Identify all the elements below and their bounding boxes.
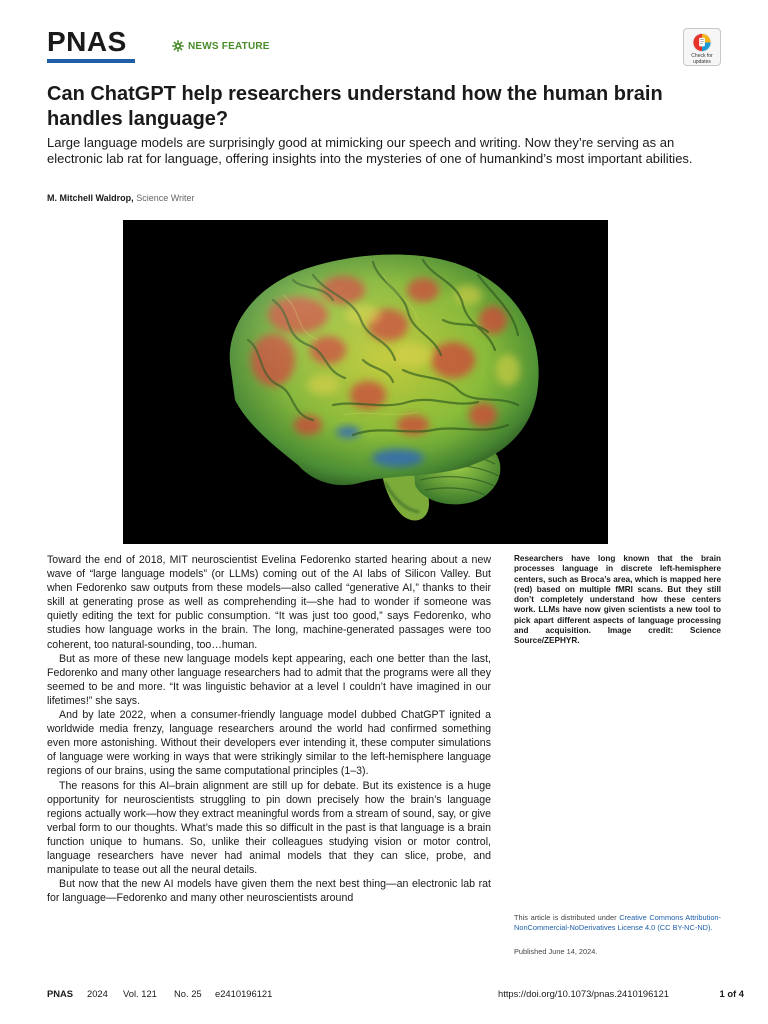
brain-image: [123, 220, 608, 544]
footer-eid: e2410196121: [215, 988, 273, 999]
license-prefix: This article is distributed under: [514, 913, 617, 922]
body-paragraph: And by late 2022, when a consumer-friendly language model dubbed ChatGPT ignited a worldwide media frenzy, language researchers around the world had confirmed something even more astonishing. Without their developers ever intending it, these computer simulations of language were working in ways that were strikingly similar to the left-hemisphere language regions of our brains, using the same computational principles (1–3).: [47, 709, 491, 778]
section-label: [172, 40, 270, 52]
journal-logo-text: PNAS: [47, 26, 127, 57]
byline: [47, 193, 195, 203]
license-note: [514, 913, 721, 932]
body-paragraph: But now that the new AI models have given them the next best thing—an electronic lab rat for language—Fedorenko and many other neuroscientists around: [47, 878, 491, 905]
footer-number: No. 25: [174, 988, 202, 999]
footer-volume: Vol. 121: [123, 988, 157, 999]
article-body: [47, 553, 491, 905]
figure-caption: Researchers have long known that the brain processes language in discrete left-hemisphere centers, such as Broca’s area, which is mapped here (red) based on multiple fMRI scans. But they still don’t completely understand how these centers work. LLMs have now given scientists a new tool to pick apart different aspects of language processing and acquisition. Image credit: Science Source/ZEPHYR.: [514, 554, 721, 646]
license-link[interactable]: Creative Commons Attribution-NonCommercial-NoDerivatives License 4.0 (CC BY-NC-ND).: [514, 913, 721, 932]
section-label-text: NEWS FEATURE: [188, 40, 270, 52]
author-name[interactable]: M. Mitchell Waldrop,: [47, 193, 134, 203]
body-paragraph: The reasons for this AI–brain alignment are still up for debate. But its existence is a huge opportunity for neuroscientists struggling to pin down precisely how the brain’s language regions actually work—how they extract meaningful words from a stream of sound, say, or give verbal form to our thoughts. What’s made this so difficult in the past is that language is a brain function unique to humans. So, unlike their colleagues studying vision or motor control, language researchers have never had animal models that they can slice, probe, and manipulate to tease out all the neural details.: [47, 779, 491, 877]
article-title: Can ChatGPT help researchers understand how the human brain handles language?: [47, 83, 663, 130]
page-number: 1 of 4: [719, 988, 744, 999]
check-updates-icon: [691, 32, 713, 53]
body-paragraph: Toward the end of 2018, MIT neuroscientist Evelina Fedorenko started hearing about a new wave of “large language models” (or LLMs) coming out of the AI labs of Silicon Valley. But when Fedorenko saw outputs from these models—also called “generative AI,” thanks to their skill at generating prose as well as comprehending it—she had to wonder if someone was quietly editing the text for public consumption. “It was just too good,” says Fedorenko, who studies how language works in the brain. The long, machine-generated passages were too coherent, too natural-sounding, too…human.: [47, 554, 491, 651]
body-paragraph: But as more of these new language models kept appearing, each one better than the last, Fedorenko and many other language researchers had to admit that the programs were all they seemed to be and more. “It was linguistic behavior at a level I couldn’t have imagined in our lifetimes!” she says.: [47, 652, 491, 707]
gear-icon: [172, 40, 184, 52]
doi-link[interactable]: https://doi.org/10.1073/pnas.2410196121: [498, 988, 669, 999]
check-for-updates-button[interactable]: [683, 28, 721, 66]
brain-figure: [123, 220, 608, 544]
footer-journal: PNAS: [47, 988, 74, 999]
published-date: Published June 14, 2024.: [514, 947, 598, 956]
author-role: Science Writer: [136, 193, 195, 203]
page-footer: [47, 988, 744, 1000]
journal-logo[interactable]: [47, 28, 135, 64]
footer-year: 2024: [87, 988, 108, 999]
check-updates-label: Check for updates: [691, 53, 713, 65]
article-standfirst: Large language models are surprisingly good at mimicking our speech and writing. Now they’re serving as an electronic lab rat for language, offering insights into the mysteries of one of humankind’s most important abilities.: [47, 135, 693, 166]
logo-underline: [47, 59, 135, 63]
